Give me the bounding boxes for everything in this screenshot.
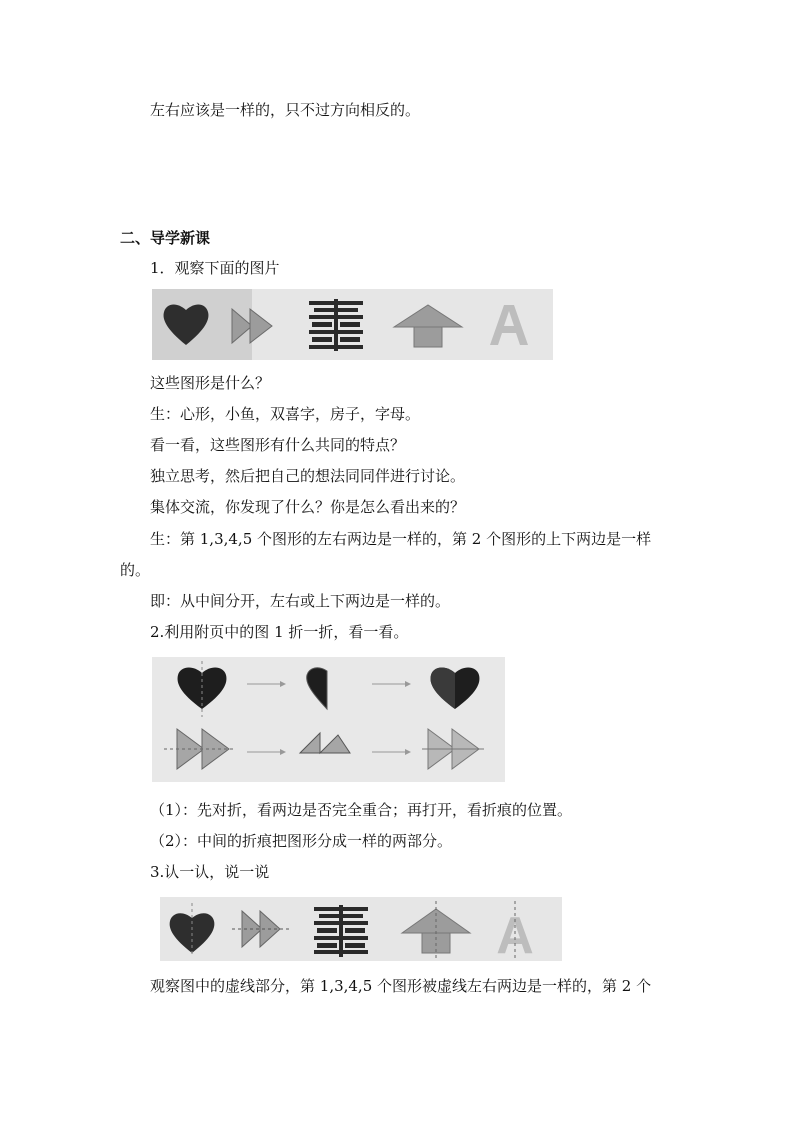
item-1: 1．观察下面的图片 xyxy=(150,259,280,277)
letter-a-icon xyxy=(496,901,534,961)
section-heading: 二、导学新课 xyxy=(120,229,211,247)
paragraph-observe: 观察图中的虚线部分，第 1,3,4,5 个图形被虚线左右两边是一样的，第 2 个 xyxy=(150,977,652,995)
answer-shapes: 生：心形，小鱼，双喜字，房子，字母。 xyxy=(150,405,421,423)
answer-symmetry-line2: 的。 xyxy=(120,561,151,579)
instruction-think: 独立思考，然后把自己的想法同同伴进行讨论。 xyxy=(150,467,466,485)
question-what-shapes: 这些图形是什么？ xyxy=(150,374,271,392)
paragraph-conclusion: 左右应该是一样的，只不过方向相反的。 xyxy=(150,101,421,119)
figure-folding xyxy=(152,657,505,782)
conclusion-halves: 即：从中间分开，左右或上下两边是一样的。 xyxy=(150,592,451,610)
figure-shapes-axes xyxy=(160,897,562,961)
step-2: （2）：中间的折痕把图形分成一样的两部分。 xyxy=(150,832,453,850)
answer-symmetry-line1: 生：第 1,3,4,5 个图形的左右两边是一样的，第 2 个图形的上下两边是一样 xyxy=(150,530,652,548)
figure-shapes-1 xyxy=(152,289,553,360)
svg-text:A: A xyxy=(496,907,534,961)
step-1: （1）：先对折，看两边是否完全重合；再打开，看折痕的位置。 xyxy=(150,801,573,819)
item-2: 2.利用附页中的图 1 折一折，看一看。 xyxy=(150,623,409,641)
item-3: 3.认一认，说一说 xyxy=(150,863,270,881)
question-discover: 集体交流，你发现了什么？你是怎么看出来的？ xyxy=(150,498,466,516)
question-common: 看一看，这些图形有什么共同的特点？ xyxy=(150,436,406,454)
